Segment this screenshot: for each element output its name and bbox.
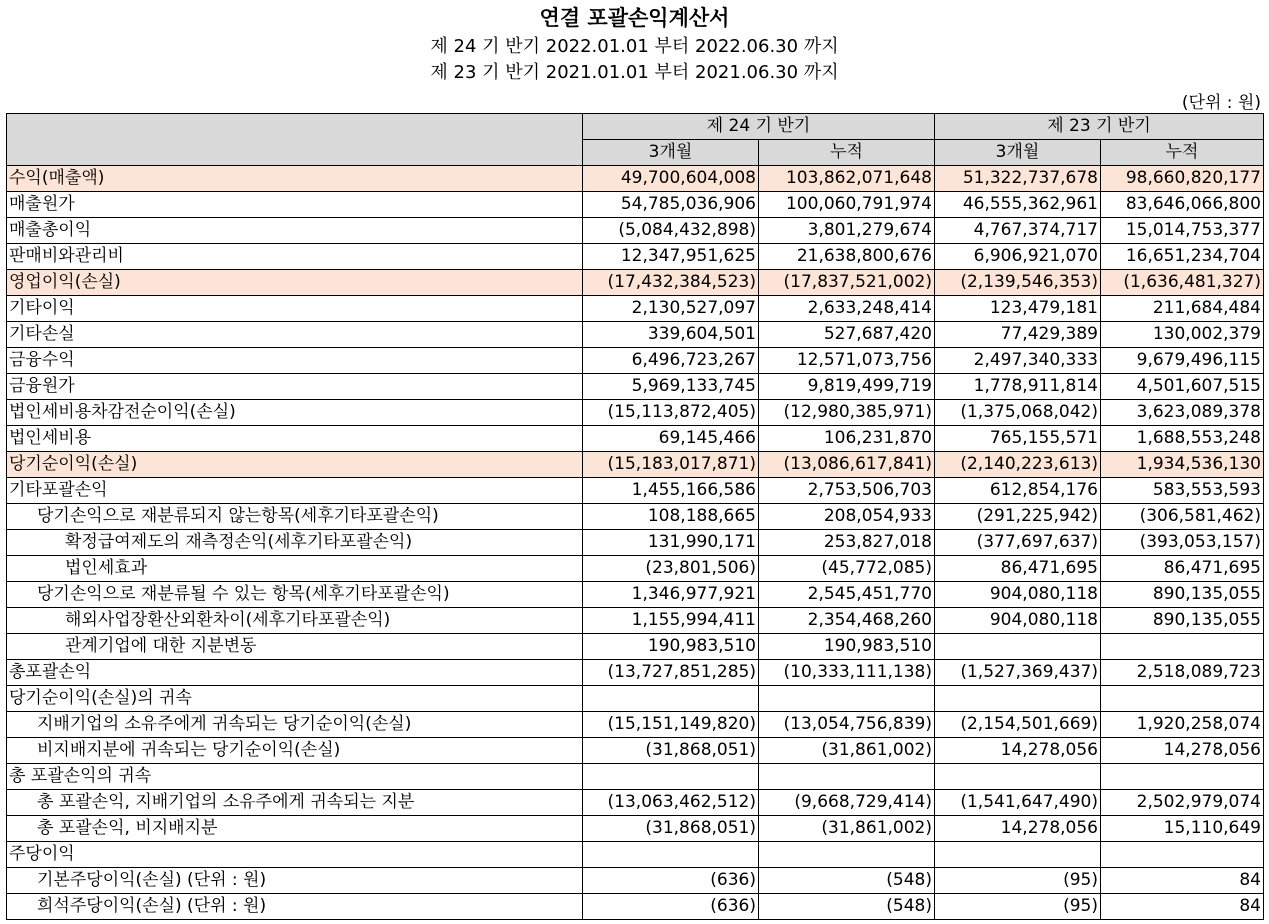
value-cell: 14,278,056 — [935, 816, 1101, 842]
table-row — [7, 530, 1264, 556]
value-cell: 2,354,468,260 — [759, 608, 935, 634]
value-cell: (9,668,729,414) — [759, 790, 935, 816]
header-blank — [7, 114, 583, 166]
header-period-24: 제 24 기 반기 — [583, 114, 935, 140]
value-cell: 2,545,451,770 — [759, 582, 935, 608]
value-cell: 339,604,501 — [583, 322, 759, 348]
row-label: 주당이익 — [7, 842, 583, 868]
row-label: 영업이익(손실) — [7, 270, 583, 296]
table-row — [7, 192, 1264, 218]
income-statement-table — [6, 113, 1264, 920]
value-cell: 83,646,066,800 — [1101, 192, 1264, 218]
value-cell: 86,471,695 — [1101, 556, 1264, 582]
value-cell: 98,660,820,177 — [1101, 166, 1264, 192]
header-3months: 3개월 — [935, 140, 1101, 166]
unit-label: (단위 : 원) — [1181, 93, 1261, 113]
value-cell: (13,054,756,839) — [759, 712, 935, 738]
table-row — [7, 686, 1264, 712]
value-cell: 1,455,166,586 — [583, 478, 759, 504]
value-cell: (1,541,647,490) — [935, 790, 1101, 816]
value-cell: 12,571,073,756 — [759, 348, 935, 374]
value-cell: (2,139,546,353) — [935, 270, 1101, 296]
value-cell: 16,651,234,704 — [1101, 244, 1264, 270]
value-cell: 130,002,379 — [1101, 322, 1264, 348]
value-cell: (377,697,637) — [935, 530, 1101, 556]
value-cell: (13,063,462,512) — [583, 790, 759, 816]
value-cell — [759, 842, 935, 868]
value-cell: 1,346,977,921 — [583, 582, 759, 608]
value-cell: (23,801,506) — [583, 556, 759, 582]
value-cell: 5,969,133,745 — [583, 374, 759, 400]
value-cell: (636) — [583, 868, 759, 894]
period-prior: 제 23 기 반기 2021.01.01 부터 2021.06.30 까지 — [430, 62, 839, 83]
value-cell: 14,278,056 — [935, 738, 1101, 764]
table-row — [7, 816, 1264, 842]
value-cell: (15,151,149,820) — [583, 712, 759, 738]
table-row — [7, 270, 1264, 296]
value-cell: (31,868,051) — [583, 816, 759, 842]
value-cell: (31,861,002) — [759, 816, 935, 842]
table-row — [7, 790, 1264, 816]
value-cell: 211,684,484 — [1101, 296, 1264, 322]
value-cell — [583, 764, 759, 790]
value-cell: 765,155,571 — [935, 426, 1101, 452]
table-row — [7, 296, 1264, 322]
row-label: 기타포괄손익 — [7, 478, 583, 504]
value-cell — [935, 842, 1101, 868]
value-cell: (15,113,872,405) — [583, 400, 759, 426]
value-cell: (13,727,851,285) — [583, 660, 759, 686]
row-label: 법인세비용 — [7, 426, 583, 452]
value-cell: 2,502,979,074 — [1101, 790, 1264, 816]
value-cell: 15,110,649 — [1101, 816, 1264, 842]
header-cumulative: 누적 — [759, 140, 935, 166]
table-row — [7, 660, 1264, 686]
header-row-periods — [7, 114, 1264, 140]
value-cell: 527,687,420 — [759, 322, 935, 348]
table-row — [7, 634, 1264, 660]
row-label: 기타손실 — [7, 322, 583, 348]
table-row — [7, 764, 1264, 790]
value-cell — [583, 842, 759, 868]
value-cell — [935, 764, 1101, 790]
table-row — [7, 218, 1264, 244]
table-row — [7, 738, 1264, 764]
value-cell: 2,518,089,723 — [1101, 660, 1264, 686]
table-row — [7, 400, 1264, 426]
table-row — [7, 894, 1264, 920]
row-label: 희석주당이익(손실) (단위 : 원) — [7, 894, 583, 920]
value-cell: 1,155,994,411 — [583, 608, 759, 634]
value-cell: 612,854,176 — [935, 478, 1101, 504]
table-row — [7, 556, 1264, 582]
value-cell: 1,934,536,130 — [1101, 452, 1264, 478]
row-label: 당기손익으로 재분류되지 않는항목(세후기타포괄손익) — [7, 504, 583, 530]
value-cell: 9,819,499,719 — [759, 374, 935, 400]
row-label: 기타이익 — [7, 296, 583, 322]
value-cell: 108,188,665 — [583, 504, 759, 530]
value-cell: (17,837,521,002) — [759, 270, 935, 296]
value-cell — [935, 686, 1101, 712]
value-cell: 54,785,036,906 — [583, 192, 759, 218]
value-cell: (17,432,384,523) — [583, 270, 759, 296]
row-label: 법인세비용차감전순이익(손실) — [7, 400, 583, 426]
value-cell: (1,375,068,042) — [935, 400, 1101, 426]
row-label: 매출총이익 — [7, 218, 583, 244]
value-cell — [759, 686, 935, 712]
value-cell — [1101, 842, 1264, 868]
table-row — [7, 348, 1264, 374]
value-cell: 14,278,056 — [1101, 738, 1264, 764]
value-cell: 890,135,055 — [1101, 582, 1264, 608]
value-cell: 123,479,181 — [935, 296, 1101, 322]
value-cell: 9,679,496,115 — [1101, 348, 1264, 374]
value-cell: (10,333,111,138) — [759, 660, 935, 686]
row-label: 판매비와관리비 — [7, 244, 583, 270]
table-row — [7, 166, 1264, 192]
value-cell: 46,555,362,961 — [935, 192, 1101, 218]
value-cell: 1,778,911,814 — [935, 374, 1101, 400]
value-cell — [759, 764, 935, 790]
value-cell: 904,080,118 — [935, 608, 1101, 634]
table-row — [7, 374, 1264, 400]
table-row — [7, 478, 1264, 504]
row-label: 총 포괄손익, 비지배지분 — [7, 816, 583, 842]
value-cell — [583, 686, 759, 712]
value-cell: (12,980,385,971) — [759, 400, 935, 426]
value-cell: 3,623,089,378 — [1101, 400, 1264, 426]
value-cell: 49,700,604,008 — [583, 166, 759, 192]
table-row — [7, 504, 1264, 530]
value-cell: (393,053,157) — [1101, 530, 1264, 556]
row-label: 관계기업에 대한 지분변동 — [7, 634, 583, 660]
value-cell: 904,080,118 — [935, 582, 1101, 608]
value-cell: 190,983,510 — [583, 634, 759, 660]
value-cell: 103,862,071,648 — [759, 166, 935, 192]
statement-title: 연결 포괄손익계산서 — [539, 6, 730, 30]
value-cell: 69,145,466 — [583, 426, 759, 452]
row-label: 해외사업장환산외환차이(세후기타포괄손익) — [7, 608, 583, 634]
row-label: 총 포괄손익, 지배기업의 소유주에게 귀속되는 지분 — [7, 790, 583, 816]
value-cell: 12,347,951,625 — [583, 244, 759, 270]
value-cell: 15,014,753,377 — [1101, 218, 1264, 244]
value-cell: 84 — [1101, 868, 1264, 894]
value-cell: 100,060,791,974 — [759, 192, 935, 218]
value-cell: (13,086,617,841) — [759, 452, 935, 478]
table-row — [7, 244, 1264, 270]
value-cell: 77,429,389 — [935, 322, 1101, 348]
value-cell: 131,990,171 — [583, 530, 759, 556]
value-cell: 1,688,553,248 — [1101, 426, 1264, 452]
table-row — [7, 582, 1264, 608]
row-label: 총 포괄손익의 귀속 — [7, 764, 583, 790]
value-cell — [1101, 634, 1264, 660]
value-cell: (1,527,369,437) — [935, 660, 1101, 686]
value-cell: (95) — [935, 868, 1101, 894]
period-current: 제 24 기 반기 2022.01.01 부터 2022.06.30 까지 — [430, 36, 839, 57]
table-row — [7, 452, 1264, 478]
value-cell: 890,135,055 — [1101, 608, 1264, 634]
row-label: 법인세효과 — [7, 556, 583, 582]
value-cell: (306,581,462) — [1101, 504, 1264, 530]
row-label: 지배기업의 소유주에게 귀속되는 당기순이익(손실) — [7, 712, 583, 738]
table-row — [7, 426, 1264, 452]
value-cell: 583,553,593 — [1101, 478, 1264, 504]
row-label: 당기손익으로 재분류될 수 있는 항목(세후기타포괄손익) — [7, 582, 583, 608]
row-label: 수익(매출액) — [7, 166, 583, 192]
header-period-23: 제 23 기 반기 — [935, 114, 1264, 140]
value-cell — [1101, 686, 1264, 712]
value-cell: (1,636,481,327) — [1101, 270, 1264, 296]
value-cell: 4,501,607,515 — [1101, 374, 1264, 400]
value-cell: (45,772,085) — [759, 556, 935, 582]
header-3months: 3개월 — [583, 140, 759, 166]
row-label: 당기순이익(손실) — [7, 452, 583, 478]
header-cumulative: 누적 — [1101, 140, 1264, 166]
table-row — [7, 608, 1264, 634]
row-label: 금융수익 — [7, 348, 583, 374]
value-cell: 2,753,506,703 — [759, 478, 935, 504]
value-cell: (2,140,223,613) — [935, 452, 1101, 478]
value-cell — [1101, 764, 1264, 790]
row-label: 기본주당이익(손실) (단위 : 원) — [7, 868, 583, 894]
value-cell: 21,638,800,676 — [759, 244, 935, 270]
value-cell: (31,861,002) — [759, 738, 935, 764]
value-cell: 51,322,737,678 — [935, 166, 1101, 192]
row-label: 비지배지분에 귀속되는 당기순이익(손실) — [7, 738, 583, 764]
value-cell: 2,130,527,097 — [583, 296, 759, 322]
value-cell: (291,225,942) — [935, 504, 1101, 530]
value-cell: (15,183,017,871) — [583, 452, 759, 478]
row-label: 금융원가 — [7, 374, 583, 400]
value-cell: 6,906,921,070 — [935, 244, 1101, 270]
value-cell: 208,054,933 — [759, 504, 935, 530]
row-label: 매출원가 — [7, 192, 583, 218]
value-cell: (548) — [759, 868, 935, 894]
value-cell: (5,084,432,898) — [583, 218, 759, 244]
value-cell — [935, 634, 1101, 660]
value-cell: 2,633,248,414 — [759, 296, 935, 322]
row-label: 당기순이익(손실)의 귀속 — [7, 686, 583, 712]
value-cell: (548) — [759, 894, 935, 920]
value-cell: 86,471,695 — [935, 556, 1101, 582]
value-cell: 106,231,870 — [759, 426, 935, 452]
value-cell: 2,497,340,333 — [935, 348, 1101, 374]
value-cell: 253,827,018 — [759, 530, 935, 556]
value-cell: 6,496,723,267 — [583, 348, 759, 374]
table-row — [7, 712, 1264, 738]
value-cell: (636) — [583, 894, 759, 920]
table-row — [7, 322, 1264, 348]
value-cell: (95) — [935, 894, 1101, 920]
row-label: 총포괄손익 — [7, 660, 583, 686]
value-cell: 84 — [1101, 894, 1264, 920]
table-row — [7, 868, 1264, 894]
row-label: 확정급여제도의 재측정손익(세후기타포괄손익) — [7, 530, 583, 556]
value-cell: (2,154,501,669) — [935, 712, 1101, 738]
value-cell: 3,801,279,674 — [759, 218, 935, 244]
value-cell: 4,767,374,717 — [935, 218, 1101, 244]
table-row — [7, 842, 1264, 868]
value-cell: (31,868,051) — [583, 738, 759, 764]
value-cell: 1,920,258,074 — [1101, 712, 1264, 738]
value-cell: 190,983,510 — [759, 634, 935, 660]
